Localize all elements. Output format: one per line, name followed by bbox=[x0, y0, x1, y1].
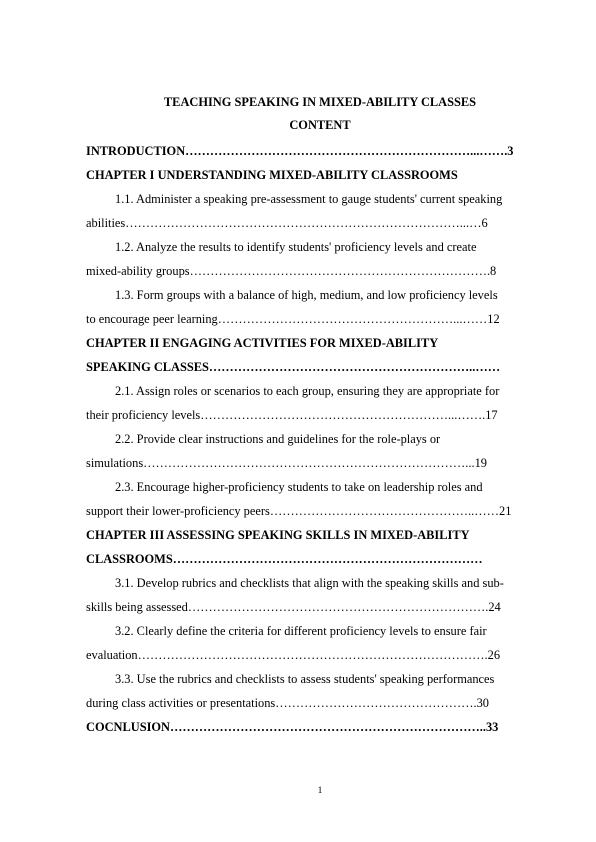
toc-chapter-3-heading-line-2: CLASSROOMS………………………………………………………………… bbox=[86, 552, 483, 566]
toc-item-3-2-line-1: 3.2. Clearly define the criteria for different proficiency levels to ensure fair bbox=[115, 624, 487, 638]
toc-conclusion: COCNLUSION…………………………………………………………………..33 bbox=[86, 720, 499, 734]
document-title: TEACHING SPEAKING IN MIXED-ABILITY CLASSES bbox=[163, 95, 477, 109]
toc-item-2-3-line-2: support their lower-proficiency peers…………………………………………..……21 bbox=[86, 504, 512, 518]
content-heading: CONTENT bbox=[289, 118, 351, 132]
toc-item-2-1-line-2: their proficiency levels……………………………………………………...…….17 bbox=[86, 408, 498, 422]
toc-item-3-1-line-1: 3.1. Develop rubrics and checklists that align with the speaking skills and sub- bbox=[115, 576, 504, 590]
toc-item-3-2-line-2: evaluation………………………………………………………………………….26 bbox=[86, 648, 501, 662]
toc-item-3-3-line-1: 3.3. Use the rubrics and checklists to assess students' speaking performances bbox=[115, 672, 495, 686]
toc-item-1-3-line-2: to encourage peer learning…………………………………………………...……12 bbox=[86, 312, 500, 326]
toc-item-1-1-line-2: abilities………………………………………………………………………...…6 bbox=[86, 216, 488, 230]
toc-item-2-2-line-2: simulations……………………………………………………………………...19 bbox=[86, 456, 487, 470]
toc-item-1-2-line-1: 1.2. Analyze the results to identify students' proficiency levels and create bbox=[115, 240, 477, 254]
toc-item-3-3-line-2: during class activities or presentations………………………………………….30 bbox=[86, 696, 489, 710]
toc-chapter-1-heading: CHAPTER I UNDERSTANDING MIXED-ABILITY CLASSROOMS bbox=[86, 168, 458, 182]
toc-item-1-1-line-1: 1.1. Administer a speaking pre-assessment to gauge students' current speaking bbox=[115, 192, 503, 206]
toc-chapter-3-heading-line-1: CHAPTER III ASSESSING SPEAKING SKILLS IN MIXED-ABILITY bbox=[86, 528, 470, 542]
toc-item-1-3-line-1: 1.3. Form groups with a balance of high, medium, and low proficiency levels bbox=[115, 288, 498, 302]
toc-item-2-2-line-1: 2.2. Provide clear instructions and guidelines for the role-plays or bbox=[115, 432, 441, 446]
toc-item-2-3-line-1: 2.3. Encourage higher-proficiency students to take on leadership roles and bbox=[115, 480, 483, 494]
toc-chapter-2-heading-line-2: SPEAKING CLASSES………………………………………………………..…… bbox=[86, 360, 501, 374]
toc-item-1-2-line-2: mixed-ability groups……………………………………………………………….8 bbox=[86, 264, 497, 278]
page-number: 1 bbox=[317, 786, 323, 796]
toc-chapter-2-heading-line-1: CHAPTER II ENGAGING ACTIVITIES FOR MIXED-ABILITY bbox=[86, 336, 439, 350]
toc-introduction: INTRODUCTION……………………………………………………………...…….3 bbox=[86, 144, 514, 158]
toc-item-2-1-line-1: 2.1. Assign roles or scenarios to each group, ensuring they are appropriate for bbox=[115, 384, 500, 398]
toc-item-3-1-line-2: skills being assessed……………………………………………………………….24 bbox=[86, 600, 501, 614]
